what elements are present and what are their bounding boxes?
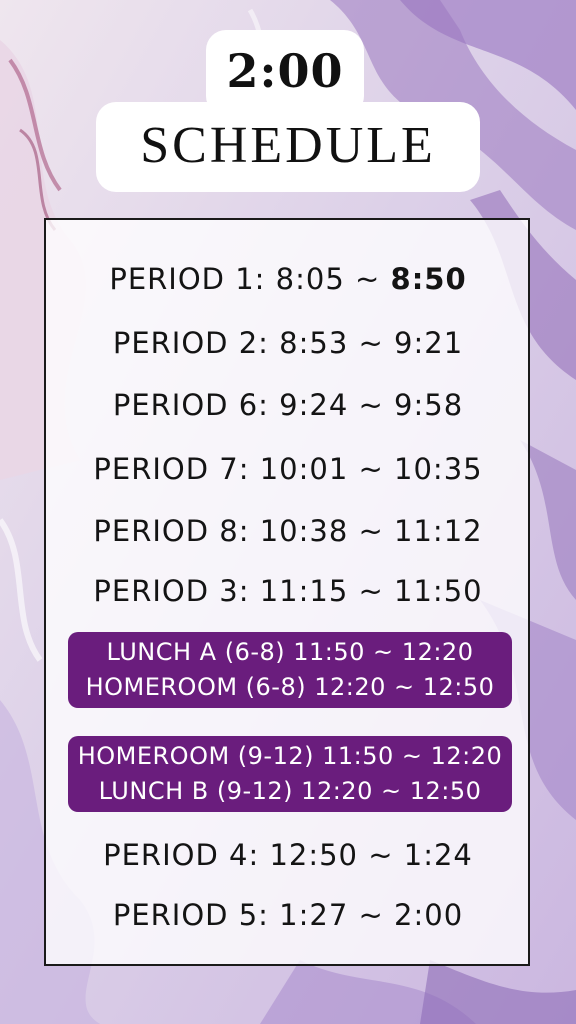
homeroom-9-12-line: HOMEROOM (9-12) 11:50 ~ 12:20 <box>77 742 503 770</box>
schedule-row-period-6: PERIOD 6: 9:24 ~ 9:58 <box>112 388 464 422</box>
title-time: 2:00 <box>226 44 344 98</box>
schedule-row-period-2: PERIOD 2: 8:53 ~ 9:21 <box>112 326 464 360</box>
schedule-row-period-8: PERIOD 8: 10:38 ~ 11:12 <box>93 514 483 548</box>
title-badge <box>0 0 576 200</box>
homeroom-6-8-line: HOMEROOM (6-8) 12:20 ~ 12:50 <box>85 673 495 701</box>
schedule-row-period-7: PERIOD 7: 10:01 ~ 10:35 <box>93 452 483 486</box>
schedule-row-period-3: PERIOD 3: 11:15 ~ 11:50 <box>93 574 483 608</box>
schedule-row-period-4: PERIOD 4: 12:50 ~ 1:24 <box>103 838 473 872</box>
lunch-b-line: LUNCH B (9-12) 12:20 ~ 12:50 <box>98 777 482 805</box>
lunch-a-line: LUNCH A (6-8) 11:50 ~ 12:20 <box>106 638 474 666</box>
schedule-row-period-5: PERIOD 5: 1:27 ~ 2:00 <box>112 898 464 932</box>
lunch-b-block <box>68 736 512 812</box>
schedule-row-period-1 <box>0 262 576 296</box>
title-word: SCHEDULE <box>140 117 436 174</box>
period-1-label: PERIOD 1: 8:05 ~ <box>109 262 381 296</box>
lunch-a-block <box>68 632 512 708</box>
period-1-end: 8:50 <box>390 262 467 296</box>
